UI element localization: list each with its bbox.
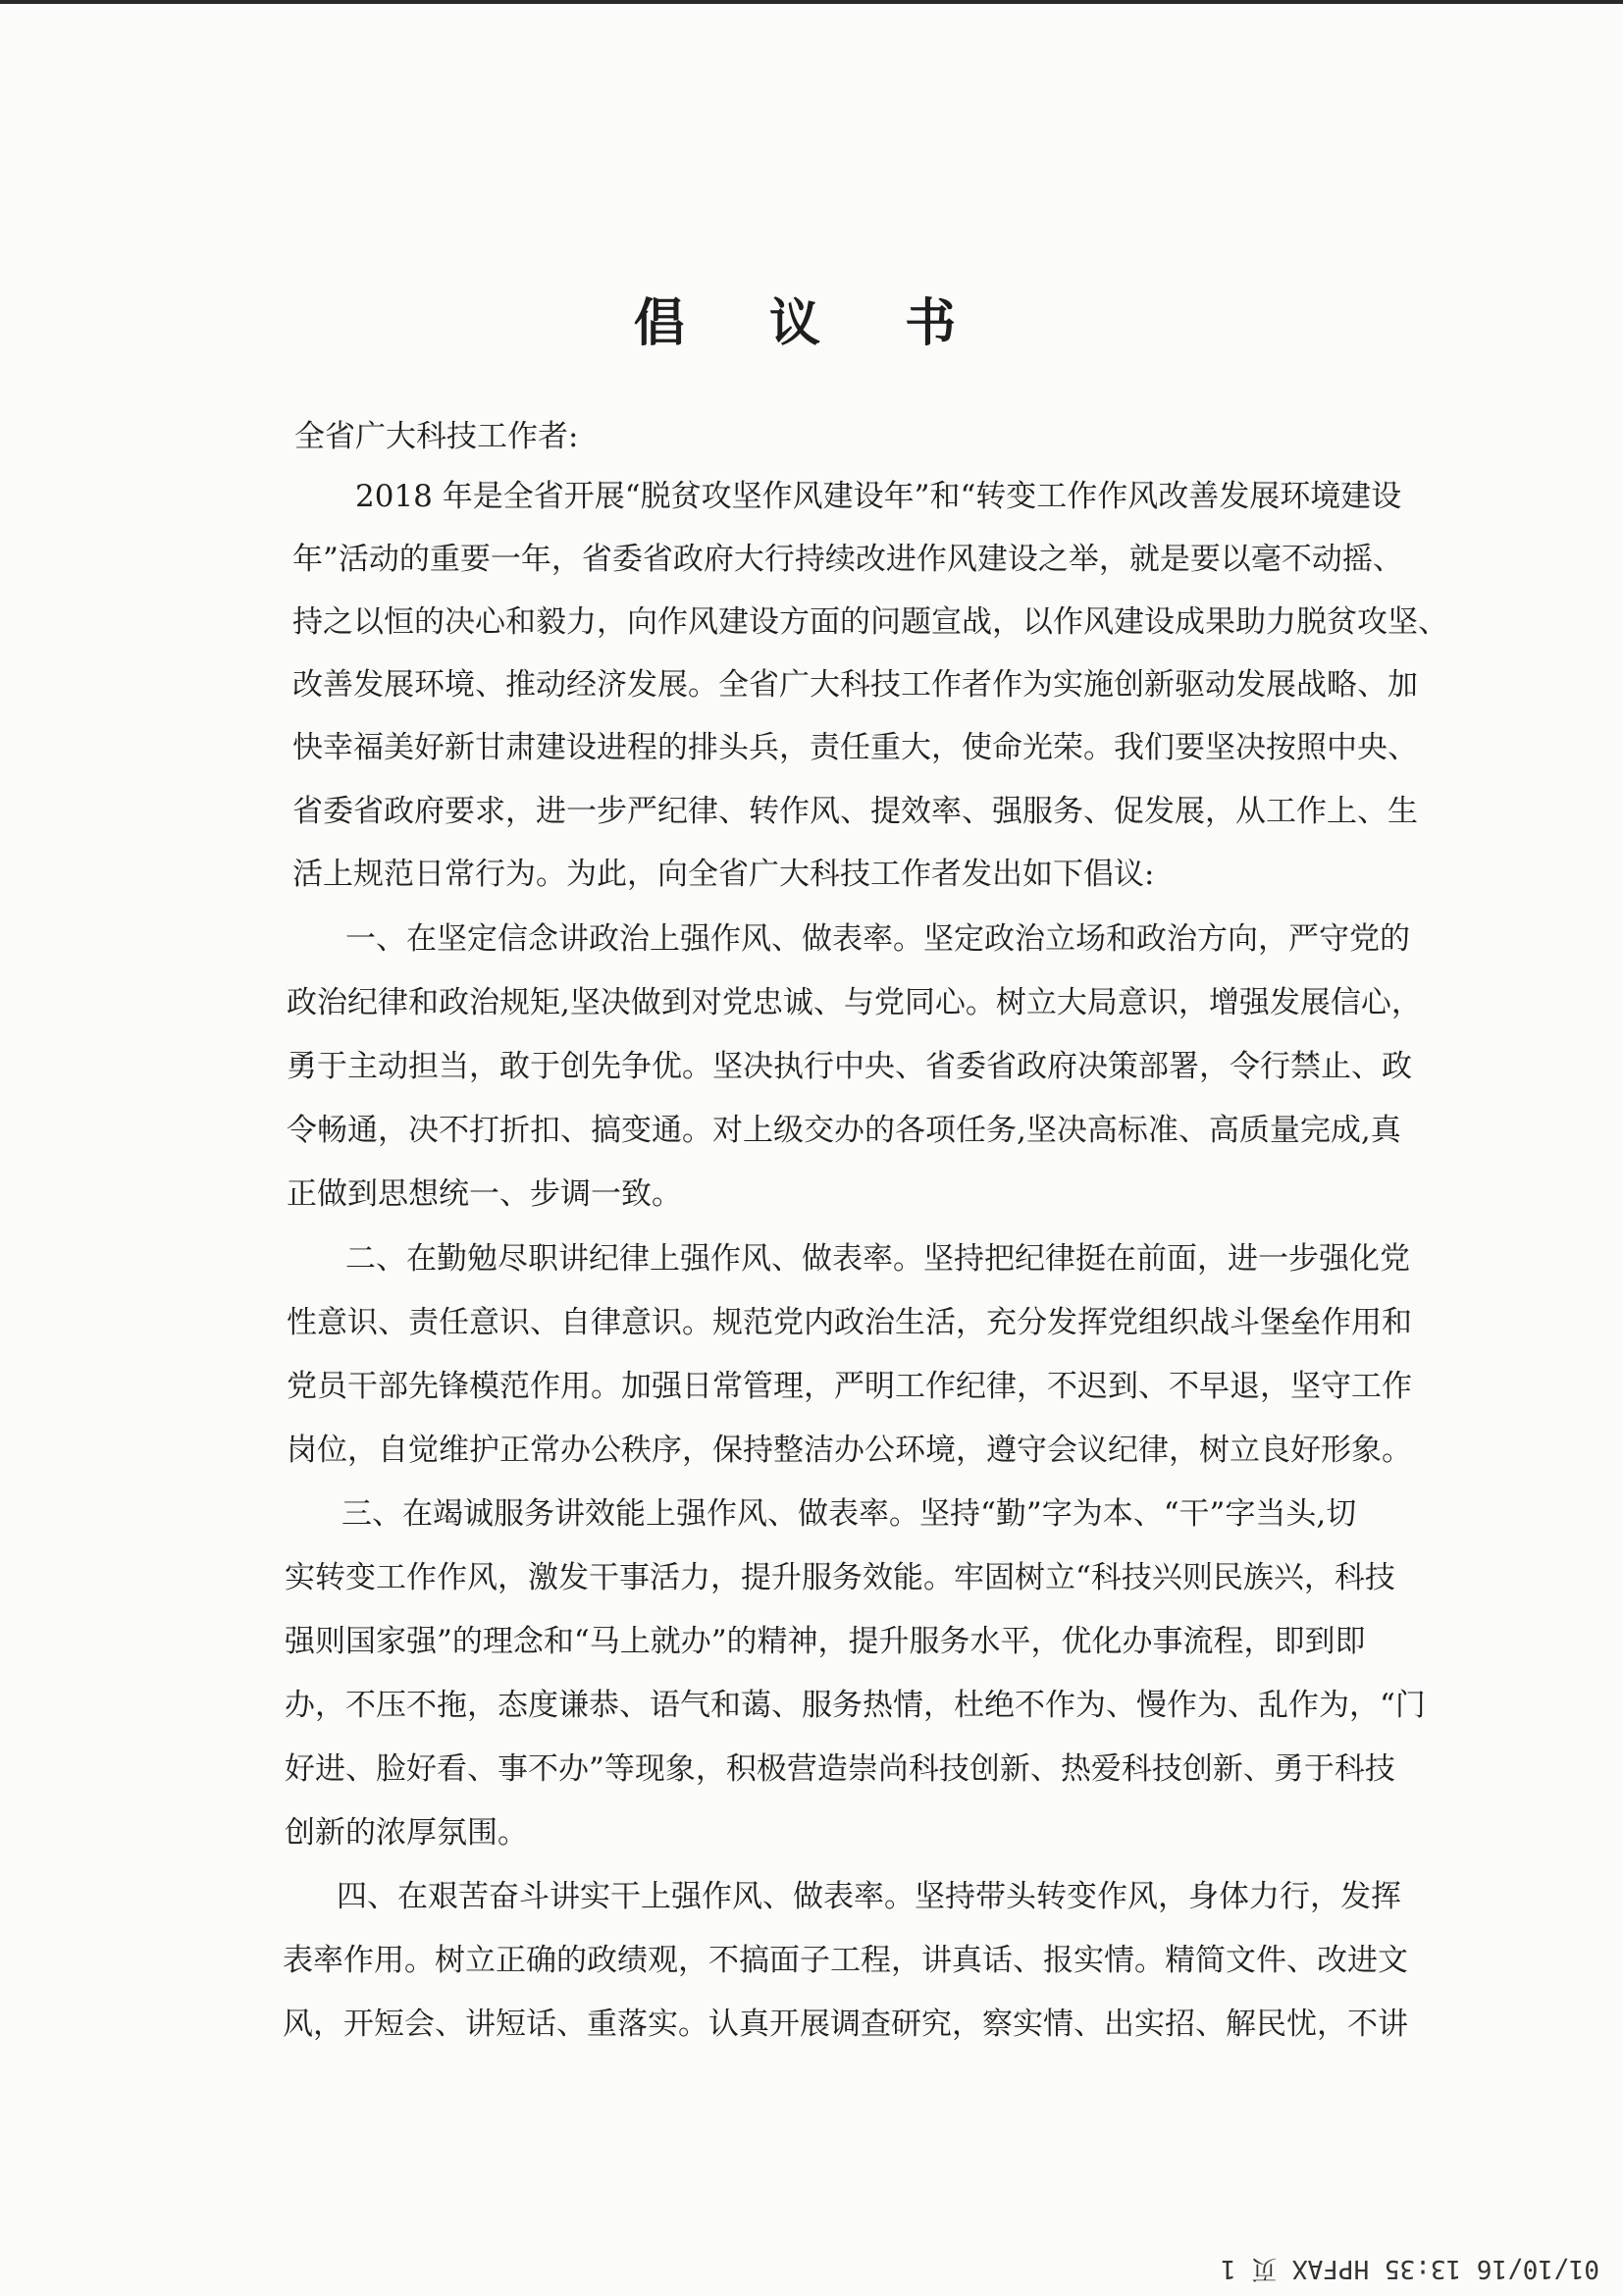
- paragraph-line: 性意识、责任意识、自律意识。规范党内政治生活，充分发挥党组织战斗堡垒作用和: [287, 1305, 1412, 1340]
- fax-header-footer: 01/10/16 13:35 HPFAX 页 1: [1220, 2254, 1599, 2283]
- paragraph-line: 四、在艰苦奋斗讲实干上强作风、做表率。坚持带头转变作风，身体力行，发挥: [337, 1879, 1401, 1914]
- paragraph-line: 改善发展环境、推动经济发展。全省广大科技工作者作为实施创新驱动发展战略、加: [292, 667, 1418, 703]
- paragraph-line: 勇于主动担当，敢于创先争优。坚决执行中央、省委省政府决策部署，令行禁止、政: [287, 1049, 1412, 1084]
- paragraph-line: 创新的浓厚氛围。: [285, 1815, 528, 1851]
- paragraph-line: 办，不压不拖，态度谦恭、语气和蔼、服务热情，杜绝不作为、慢作为、乱作为，“门: [285, 1688, 1426, 1723]
- document-title: 倡 议 书: [633, 293, 990, 353]
- paragraph-line: 年”活动的重要一年，省委省政府大行持续改进作风建设之举，就是要以毫不动摇、: [292, 542, 1403, 577]
- paragraph-line: 岗位，自觉维护正常办公秩序，保持整洁办公环境，遵守会议纪律，树立良好形象。: [287, 1433, 1412, 1468]
- paragraph-line: 一、在坚定信念讲政治上强作风、做表率。坚定政治立场和政治方向，严守党的: [345, 921, 1410, 957]
- paragraph-line: 正做到思想统一、步调一致。: [287, 1176, 682, 1212]
- paragraph-line: 党员干部先锋模范作用。加强日常管理，严明工作纪律，不迟到、不早退，坚守工作: [287, 1369, 1412, 1404]
- paragraph-line: 强则国家强”的理念和“马上就办”的精神，提升服务水平，优化办事流程，即到即: [285, 1624, 1366, 1659]
- paragraph-line: 2018 年是全省开展“脱贫攻坚作风建设年”和“转变工作作风改善发展环境建设: [355, 479, 1402, 514]
- paragraph-line: 风，开短会、讲短话、重落实。认真开展调查研究，察实情、出实招、解民忧，不讲: [283, 2007, 1408, 2042]
- paragraph-line: 令畅通，决不打折扣、搞变通。对上级交办的各项任务,坚决高标准、高质量完成,真: [287, 1113, 1401, 1148]
- paragraph-line: 活上规范日常行为。为此，向全省广大科技工作者发出如下倡议:: [292, 857, 1155, 892]
- paragraph-line: 三、在竭诚服务讲效能上强作风、做表率。坚持“勤”字为本、“干”字当头,切: [341, 1496, 1357, 1532]
- paragraph-line: 省委省政府要求，进一步严纪律、转作风、提效率、强服务、促发展，从工作上、生: [292, 794, 1418, 829]
- paragraph-line: 表率作用。树立正确的政绩观，不搞面子工程，讲真话、报实情。精简文件、改进文: [283, 1943, 1408, 1978]
- scan-top-edge: [0, 0, 1623, 4]
- paragraph-line: 实转变工作作风，激发干事活力，提升服务效能。牢固树立“科技兴则民族兴，科技: [285, 1560, 1395, 1595]
- paragraph-line: 政治纪律和政治规矩,坚决做到对党忠诚、与党同心。树立大局意识，增强发展信心，: [287, 985, 1422, 1020]
- paragraph-line: 快幸福美好新甘肃建设进程的排头兵，责任重大，使命光荣。我们要坚决按照中央、: [292, 730, 1418, 765]
- salutation: 全省广大科技工作者:: [294, 419, 579, 454]
- paragraph-line: 好进、脸好看、事不办”等现象，积极营造崇尚科技创新、热爱科技创新、勇于科技: [285, 1751, 1395, 1787]
- paragraph-line: 二、在勤勉尽职讲纪律上强作风、做表率。坚持把纪律挺在前面，进一步强化党: [345, 1241, 1410, 1277]
- paragraph-line: 持之以恒的决心和毅力，向作风建设方面的问题宣战，以作风建设成果助力脱贫攻坚、: [292, 604, 1448, 640]
